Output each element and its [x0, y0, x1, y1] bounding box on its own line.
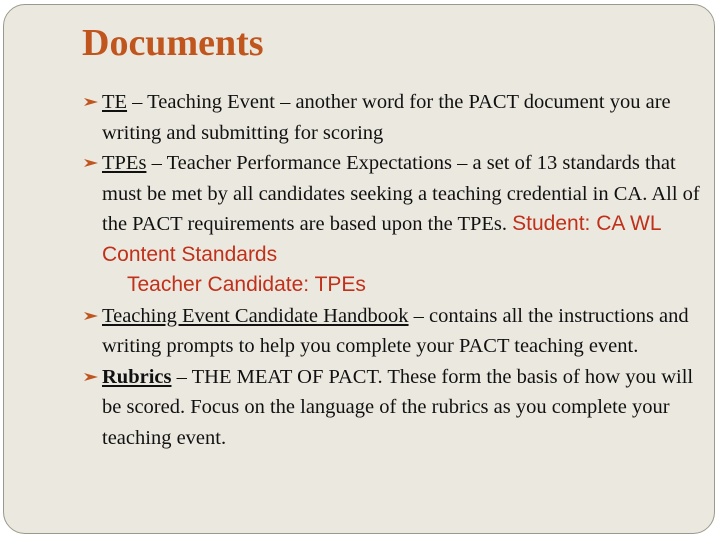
bullet-arrow-icon	[82, 87, 102, 117]
standards-highlight: Student: CA WL Content Standards	[102, 212, 661, 266]
standards-highlight-sub: Teacher Candidate: TPEs	[127, 273, 366, 296]
bullet-list	[82, 87, 702, 453]
bullet-text-te: – Teaching Event – another word for the PACT document you are writing and submitting for scoring	[102, 91, 671, 144]
term-te: TE	[102, 91, 128, 113]
bullet-arrow-icon	[82, 301, 102, 331]
term-handbook: Teaching Event Candidate Handbook	[102, 304, 409, 327]
slide	[3, 4, 715, 534]
slide-title: Documents	[82, 22, 264, 64]
bullet-arrow-icon	[82, 148, 102, 178]
bullet-text-handbook: – contains all the instructions and writing prompts to help you complete your PACT teaching event.	[102, 304, 689, 357]
bullet-item-rubrics	[82, 362, 702, 454]
bullet-item-tpes	[82, 148, 702, 301]
term-rubrics: Rubrics	[102, 365, 172, 388]
bullet-text-rubrics: – THE MEAT OF PACT. These form the basis of how you will be scored. Focus on the language of the rubrics as you complete your teaching event.	[102, 365, 694, 449]
term-tpes: TPEs	[102, 152, 147, 174]
bullet-arrow-icon	[82, 362, 102, 392]
bullet-text-tpes: – Teacher Performance Expectations – a set of 13 standards that must be met by all candidates seeking a teaching credential in CA. All of the PACT requirements are based upon the TPEs.	[102, 152, 700, 235]
bullet-item-te	[82, 87, 702, 148]
bullet-item-handbook	[82, 301, 702, 362]
